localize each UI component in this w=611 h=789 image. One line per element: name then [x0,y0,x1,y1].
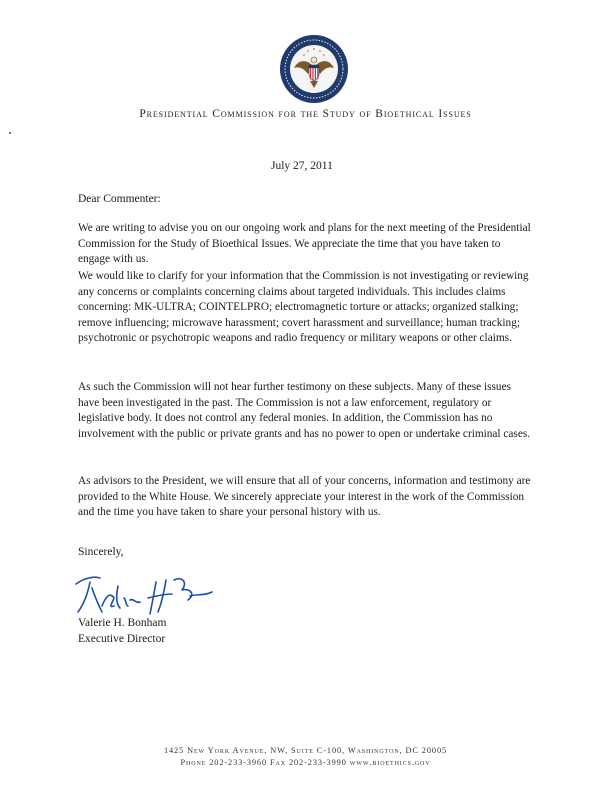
footer-address: 1425 New York Avenue, NW, Suite C-100, Washington, DC 20005 [163,746,448,755]
signer-name: Valerie H. Bonham [78,617,167,629]
scan-speck [9,132,11,134]
body-paragraph: As such the Commission will not hear further testimony on these subjects. Many of these issues have been investigated in the past. The Commission is not a law enforcement, regulatory or legislative body. It does not control any federal monies. In addition, the Commission has no involvement with the public or private grants and has no power to open or undertake criminal cases. [78,381,531,440]
body-paragraph: We are writing to advise you on our ongoing work and plans for the next meeting of the Presidential Commission for the Study of Bioethical Issues. We appreciate the time that you have taken to engage with us. [78,222,531,266]
letter-date: July 27, 2011 [271,160,333,172]
salutation: Dear Commenter: [78,193,161,205]
footer-contact: Phone 202-233-3960 Fax 202-233-3990 www.bioethics.gov [180,758,431,767]
letterhead-organization-name: Presidential Commission for the Study of Bioethical Issues [139,108,472,120]
body-paragraph: We would like to clarify for your information that the Commission is not investigating or reviewing any concerns or complaints concerning claims about targeted individuals. This includes claims concerning: MK-ULTRA; COINTELPRO; electromagnetic torture or attacks; organized stalking; remove influencing; microwave harassment; covert harassment and surveillance; human tracking; psychotronic or psychotropic weapons and radio frequency or military weapons or other claims. [78,270,529,345]
body-paragraph: As advisors to the President, we will ensure that all of your concerns, information and testimony are provided to the White House. We sincerely appreciate your interest in the work of the Commission and the time you have taken to share your personal history with us. [78,475,531,519]
presidential-seal-logo [279,34,349,104]
signer-title: Executive Director [78,633,166,645]
handwritten-signature [70,566,220,618]
closing: Sincerely, [78,546,124,558]
